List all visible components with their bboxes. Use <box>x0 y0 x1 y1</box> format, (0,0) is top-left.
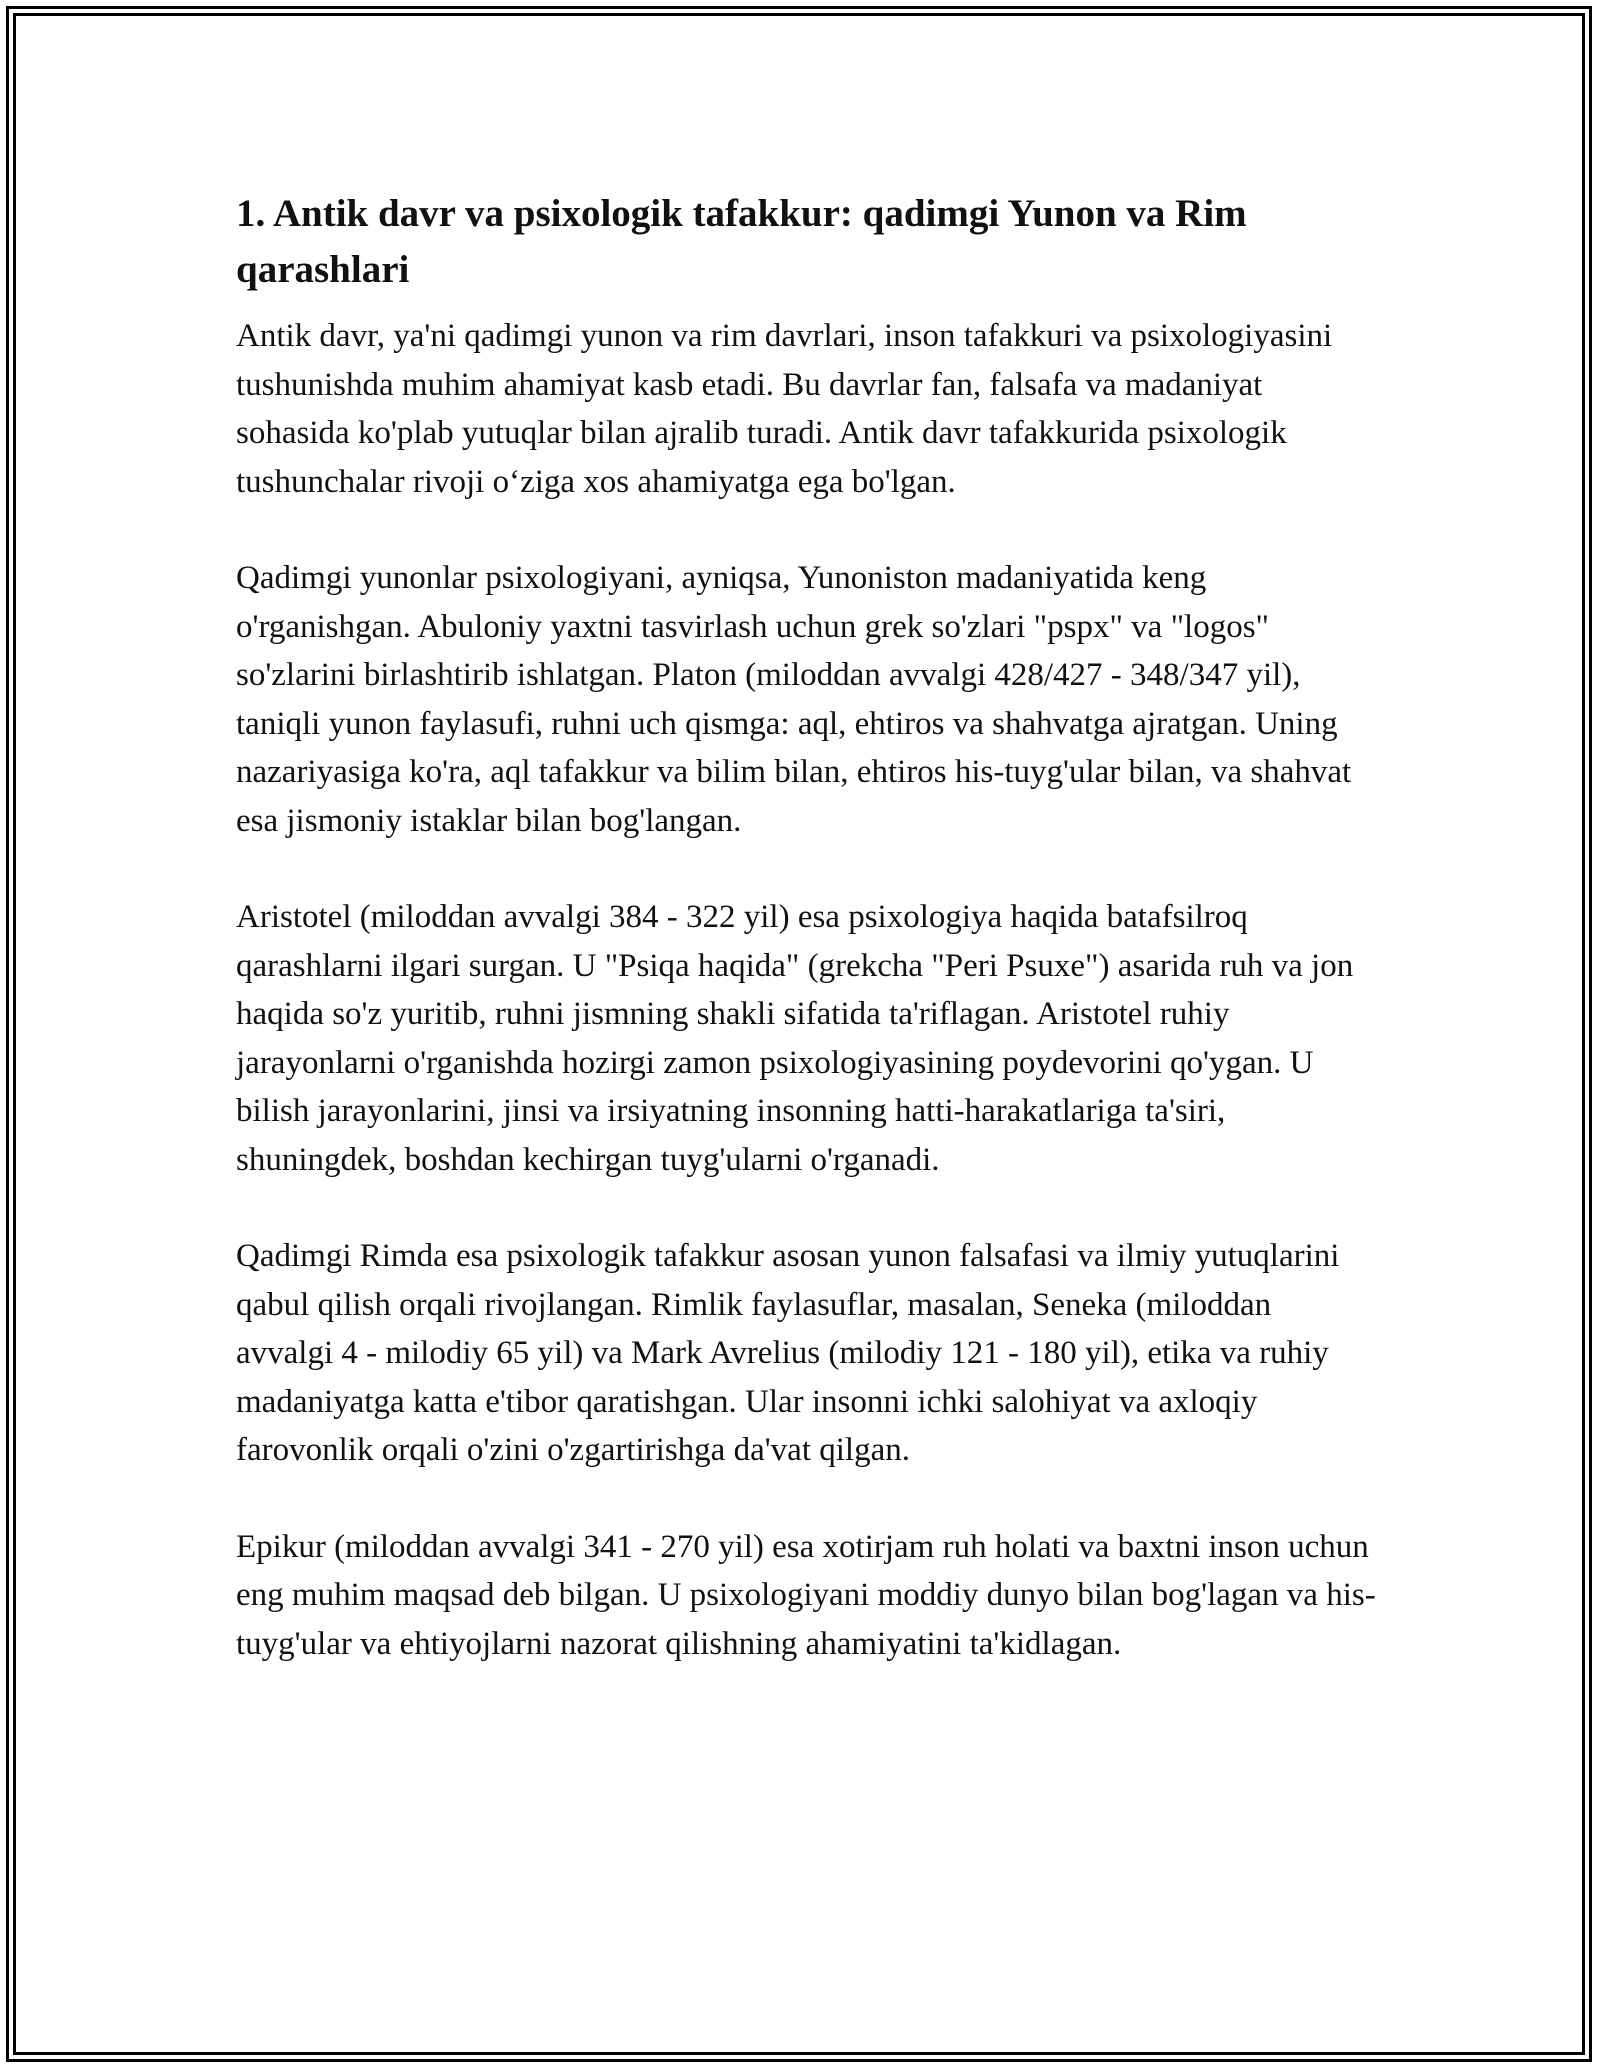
paragraph-qadimgi-rim: Qadimgi Rimda esa psixologik tafakkur asosan yunon falsafasi va ilmiy yutuqlarini qabul qilish orqali rivojlangan. Rimlik faylasuflar, masalan, Seneka (miloddan avvalgi 4 - milodiy 65 yil) va Mark Avrelius (milodiy 121 - 180 yil), etika va ruhiy madaniyatga katta e'tibor qaratishgan. Ular insonni ichki salohiyat va axloqiy farovonlik orqali o'zini o'zgartirishga da'vat qilgan. <box>236 1238 1340 1468</box>
paragraph-epikur: Epikur (miloddan avvalgi 341 - 270 yil) esa xotirjam ruh holati va baxtni inson uchun eng muhim maqsad deb bilgan. U psixologiyani moddiy dunyo bilan bog'lagan va his-tuyg'ular va ehtiyojlarni nazorat qilishning ahamiyatini ta'kidlagan. <box>236 1528 1376 1662</box>
paragraph-antik-davr: Antik davr, ya'ni qadimgi yunon va rim davrlari, inson tafakkuri va psixologiyasini tushunishda muhim ahamiyat kasb etadi. Bu davrlar fan, falsafa va madaniyat sohasida ko'plab yutuqlar bilan ajralib turadi. Antik davr tafakkurida psixologik tushunchalar rivoji o‘ziga xos ahamiyatga ega bo'lgan. <box>236 318 1333 500</box>
paragraph-qadimgi-yunonlar: Qadimgi yunonlar psixologiyani, ayniqsa, Yunoniston madaniyatida keng o'rganishgan. Abuloniy yaxtni tasvirlash uchun grek so'zlari "pspx" va "logos" so'zlarini birlashtirib ishlatgan. Platon (miloddan avvalgi 428/427 - 348/347 yil), taniqli yunon faylasufi, ruhni uch qismga: aql, ehtiros va shahvatga ajratgan. Uning nazariyasiga ko'ra, aql tafakkur va bilim bilan, ehtiros his-tuyg'ular bilan, va shahvat esa jismoniy istaklar bilan bog'langan. <box>236 560 1352 839</box>
paragraph-aristotel: Aristotel (miloddan avvalgi 384 - 322 yil) esa psixologiya haqida batafsilroq qarashlarni ilgari surgan. U "Psiqa haqida" (grekcha "Peri Psuxe") asarida ruh va jon haqida so'z yuritib, ruhni jismning shakli sifatida ta'riflagan. Aristotel ruhiy jarayonlarni o'rganishda hozirgi zamon psixologiyasining poydevorini qo'ygan. U bilish jarayonlarini, jinsi va irsiyatning insonning hatti-harakatlariga ta'siri, shuningdek, boshdan kechirgan tuyg'ularni o'rganadi. <box>236 899 1354 1178</box>
document-body <box>236 186 1376 1716</box>
section-heading: 1. Antik davr va psixologik tafakkur: qadimgi Yunon va Rim qarashlari <box>236 192 1247 291</box>
